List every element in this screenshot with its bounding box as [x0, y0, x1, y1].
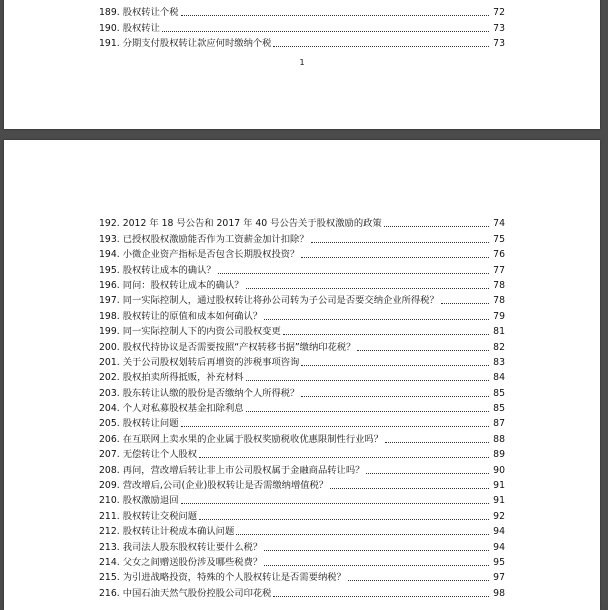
toc-entry[interactable] — [99, 429, 505, 444]
toc-entry-number: 207. — [99, 449, 120, 461]
toc-entry-number: 206. — [99, 433, 120, 445]
toc-entry-number: 189. — [99, 7, 120, 19]
toc-entry-page: 73 — [493, 38, 505, 50]
toc-entry[interactable] — [99, 383, 505, 398]
toc-leader-dots — [311, 241, 489, 243]
toc-entry[interactable] — [99, 522, 505, 537]
toc-entry-page: 79 — [493, 310, 505, 322]
toc-leader-dots — [301, 395, 489, 397]
toc-entry[interactable] — [99, 291, 505, 306]
toc-entry[interactable] — [99, 245, 505, 260]
toc-entry-page: 97 — [493, 572, 505, 584]
toc-entry-number: 190. — [99, 22, 120, 34]
toc-entry[interactable] — [99, 537, 505, 552]
toc-entry-page: 84 — [493, 372, 505, 384]
toc-entry-page: 95 — [493, 556, 505, 568]
toc-entry-number: 192. — [99, 218, 120, 230]
toc-entry-page: 85 — [493, 387, 505, 399]
toc-entry[interactable] — [99, 368, 505, 383]
toc-entry-number: 191. — [99, 38, 120, 50]
toc-entry[interactable] — [99, 353, 505, 368]
toc-entry-title: 为引进战略投资，特殊的个人股权转让是否需要纳税？ — [122, 572, 346, 584]
table-of-contents — [99, 3, 505, 49]
toc-entry-title: 同一实际控制人，通过股权转让将孙公司转为子公司是否要交纳企业所得税？ — [122, 295, 439, 307]
toc-entry-page: 75 — [493, 233, 505, 245]
toc-leader-dots — [441, 302, 489, 304]
toc-entry-number: 212. — [99, 526, 120, 538]
document-page-1 — [4, 0, 600, 129]
toc-entry-title: 再问，营改增后转让非上市公司股权属于金融商品转让吗？ — [122, 464, 365, 476]
toc-entry[interactable] — [99, 553, 505, 568]
toc-entry-title: 父女之间赠送股份涉及哪些税费？ — [122, 556, 263, 568]
toc-entry-title: 中国石油天然气股份控股公司印花税 — [122, 587, 272, 599]
toc-entry-title: 同一实际控制人下的内资公司股权变更 — [122, 326, 281, 338]
toc-leader-dots — [162, 30, 489, 32]
toc-leader-dots — [273, 45, 489, 47]
toc-entry-page: 88 — [493, 433, 505, 445]
toc-entry-page: 87 — [493, 418, 505, 430]
table-of-contents — [99, 214, 505, 599]
toc-entry-number: 194. — [99, 249, 120, 261]
toc-entry[interactable] — [99, 3, 505, 18]
toc-entry-title: 股权激励退回 — [122, 495, 179, 507]
page-number: 1 — [299, 58, 305, 67]
toc-entry-number: 211. — [99, 510, 120, 522]
toc-entry-title: 已授权股权激励能否作为工资薪金加计扣除？ — [122, 233, 309, 245]
toc-entry-page: 78 — [493, 279, 505, 291]
toc-entry-number: 214. — [99, 556, 120, 568]
toc-entry-page: 82 — [493, 341, 505, 353]
toc-entry-number: 215. — [99, 572, 120, 584]
toc-entry-number: 208. — [99, 464, 120, 476]
toc-leader-dots — [181, 14, 490, 16]
toc-entry-title: 股权转让问题 — [122, 418, 179, 430]
toc-entry-number: 202. — [99, 372, 120, 384]
toc-entry-number: 209. — [99, 480, 120, 492]
toc-leader-dots — [264, 318, 489, 320]
toc-leader-dots — [357, 349, 489, 351]
toc-entry[interactable] — [99, 460, 505, 475]
toc-leader-dots — [199, 456, 489, 458]
toc-entry-page: 76 — [493, 249, 505, 261]
toc-leader-dots — [236, 533, 489, 535]
toc-entry-title: 股权转让个税 — [122, 7, 179, 19]
toc-leader-dots — [246, 410, 489, 412]
toc-leader-dots — [264, 564, 489, 566]
toc-entry-number: 197. — [99, 295, 120, 307]
toc-entry[interactable] — [99, 414, 505, 429]
toc-entry-title: 2012 年 18 号公告和 2017 年 40 号公告关于股权激励的政策 — [122, 218, 382, 230]
toc-leader-dots — [199, 518, 489, 520]
toc-entry-title: 股权转让成本的确认？ — [122, 264, 216, 276]
toc-entry-page: 92 — [493, 510, 505, 522]
toc-leader-dots — [301, 364, 489, 366]
toc-entry[interactable] — [99, 322, 505, 337]
toc-leader-dots — [301, 256, 489, 258]
toc-leader-dots — [283, 333, 489, 335]
toc-entry-title: 个人对私募股权基金扣除利息 — [122, 403, 244, 415]
toc-entry-page: 94 — [493, 541, 505, 553]
toc-entry[interactable] — [99, 568, 505, 583]
toc-entry-page: 90 — [493, 464, 505, 476]
toc-entry-number: 193. — [99, 233, 120, 245]
toc-entry-number: 196. — [99, 279, 120, 291]
toc-entry[interactable] — [99, 306, 505, 321]
toc-entry-title: 同问：股权转让成本的确认？ — [122, 279, 244, 291]
toc-entry[interactable] — [99, 229, 505, 244]
toc-entry[interactable] — [99, 214, 505, 229]
toc-entry[interactable] — [99, 276, 505, 291]
toc-entry-page: 72 — [493, 7, 505, 19]
toc-entry-page: 74 — [493, 218, 505, 230]
toc-entry-page: 89 — [493, 449, 505, 461]
toc-entry-title: 股权代持协议是否需要按照“产权转移书据”缴纳印花税？ — [122, 341, 356, 353]
toc-entry[interactable] — [99, 18, 505, 33]
toc-entry-number: 210. — [99, 495, 120, 507]
toc-entry-number: 205. — [99, 418, 120, 430]
toc-entry-number: 203. — [99, 387, 120, 399]
toc-leader-dots — [384, 225, 489, 227]
toc-entry-page: 78 — [493, 295, 505, 307]
toc-entry-page: 85 — [493, 403, 505, 415]
toc-entry-page: 91 — [493, 480, 505, 492]
toc-entry-number: 216. — [99, 587, 120, 599]
toc-entry-title: 我司法人股东股权转让要什么税？ — [122, 541, 263, 553]
toc-entry-page: 81 — [493, 326, 505, 338]
toc-entry[interactable] — [99, 445, 505, 460]
toc-entry-title: 股权转让 — [122, 22, 160, 34]
toc-entry-page: 94 — [493, 526, 505, 538]
toc-leader-dots — [218, 272, 489, 274]
toc-entry-number: 213. — [99, 541, 120, 553]
toc-entry-title: 营改增后,公司(企业)股权转让是否需缴纳增值税？ — [122, 480, 329, 492]
toc-entry[interactable] — [99, 476, 505, 491]
toc-leader-dots — [330, 487, 489, 489]
toc-entry-number: 201. — [99, 356, 120, 368]
toc-leader-dots — [264, 549, 489, 551]
toc-entry-number: 200. — [99, 341, 120, 353]
toc-leader-dots — [273, 595, 489, 597]
toc-entry-title: 股权转让的原值和成本如何确认？ — [122, 310, 263, 322]
toc-entry-page: 73 — [493, 22, 505, 34]
toc-entry-number: 199. — [99, 326, 120, 338]
toc-entry-number: 198. — [99, 310, 120, 322]
toc-entry-title: 关于公司股权划转后再增资的涉税事项咨询 — [122, 356, 300, 368]
toc-entry[interactable] — [99, 337, 505, 352]
toc-entry-page: 77 — [493, 264, 505, 276]
toc-entry-title: 股权转让交税问题 — [122, 510, 198, 522]
toc-entry[interactable] — [99, 260, 505, 275]
toc-entry[interactable] — [99, 399, 505, 414]
toc-entry-title: 在互联网上卖水果的企业属于股权奖励税收优惠限制性行业吗？ — [122, 433, 384, 445]
toc-entry-number: 195. — [99, 264, 120, 276]
toc-leader-dots — [181, 425, 490, 427]
toc-leader-dots — [366, 472, 489, 474]
toc-entry[interactable] — [99, 34, 505, 49]
toc-leader-dots — [246, 287, 489, 289]
toc-entry-page: 83 — [493, 356, 505, 368]
toc-leader-dots — [246, 379, 489, 381]
toc-entry-title: 股权转让计税成本确认问题 — [122, 526, 235, 538]
toc-entry-title: 分期支付股权转让款应何时缴纳个税 — [122, 38, 272, 50]
document-page-2 — [4, 140, 600, 610]
toc-leader-dots — [385, 441, 489, 443]
toc-entry-title: 无偿转让个人股权 — [122, 449, 198, 461]
toc-entry-page: 98 — [493, 587, 505, 599]
toc-entry-page: 91 — [493, 495, 505, 507]
toc-entry-title: 股权拍卖所得抵贩，补充材料 — [122, 372, 244, 384]
toc-entry[interactable] — [99, 491, 505, 506]
toc-leader-dots — [181, 502, 490, 504]
toc-entry[interactable] — [99, 506, 505, 521]
toc-entry-title: 小微企业资产指标是否包含长期股权投资？ — [122, 249, 300, 261]
toc-entry[interactable] — [99, 583, 505, 598]
toc-entry-title: 股东转让认缴的股份是否缴纳个人所得税？ — [122, 387, 300, 399]
toc-entry-number: 204. — [99, 403, 120, 415]
toc-leader-dots — [348, 579, 489, 581]
